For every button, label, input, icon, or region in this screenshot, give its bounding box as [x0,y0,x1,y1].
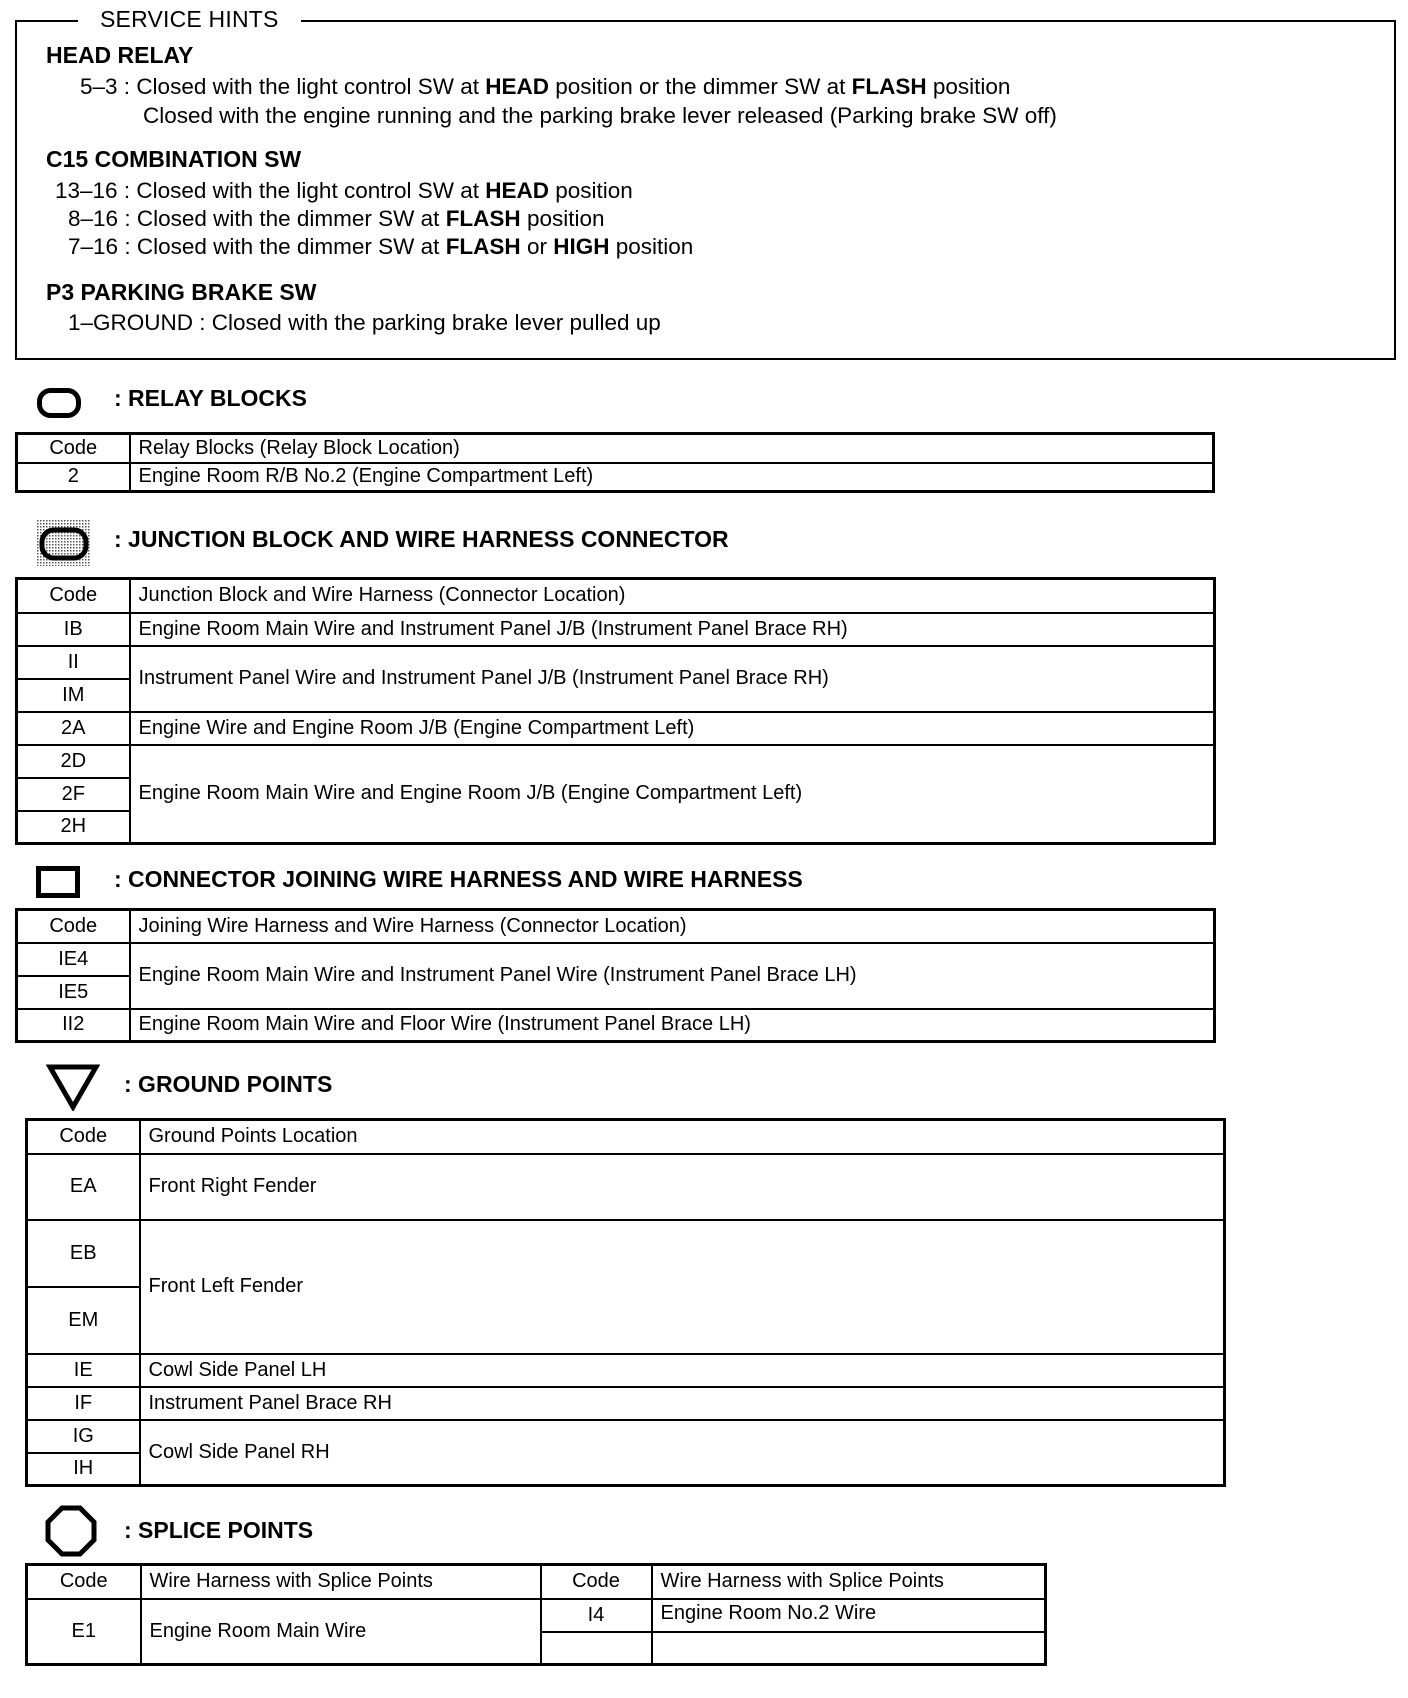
row-code: II2 [17,1009,130,1042]
row-code: E1 [27,1599,141,1665]
ground-points-heading: : GROUND POINTS [124,1071,333,1097]
header-code: Code [17,434,130,463]
table-header-row [27,1120,1225,1154]
row-code: 2D [17,745,130,778]
parking-brake-sw-heading: P3 PARKING BRAKE SW [46,279,317,305]
table-row [17,1009,1215,1042]
table-header-row [27,1565,1046,1599]
hint-bold: FLASH [445,206,521,231]
ground-symbol-icon [46,1063,100,1111]
hint-code: 13–16 [55,178,118,203]
table-row [27,1154,1225,1220]
row-desc: Engine Room No.2 Wire [652,1599,1046,1632]
head-relay-heading: HEAD RELAY [46,42,194,68]
empty-cell [541,1632,652,1665]
row-desc: Engine Room Main Wire [141,1599,541,1665]
row-code: II [17,646,130,679]
hint-text: or [520,234,554,259]
empty-cell [652,1632,1046,1665]
row-desc: Front Right Fender [140,1154,1225,1220]
header-desc: Junction Block and Wire Harness (Connector Location) [130,579,1215,613]
hint-text: position [926,74,1011,99]
connectors-heading: : CONNECTOR JOINING WIRE HARNESS AND WIRE HARNESS [114,866,803,892]
junction-block-symbol-icon [37,520,91,566]
row-code: 2F [17,778,130,811]
splice-point-symbol-icon [45,1505,97,1557]
row-code: IG [27,1420,140,1453]
hint-bold: HEAD [485,178,550,203]
row-code: EM [27,1287,140,1354]
splice-points-table [25,1563,1047,1666]
hint-code: 5–3 [80,74,118,99]
hint-sep: : [118,234,137,259]
table-row [27,1599,1046,1632]
header-code: Code [541,1565,652,1599]
table-row [27,1354,1225,1387]
table-row [17,463,1214,492]
combination-sw-line-1 [55,178,633,204]
hint-text: Closed with the light control SW at [136,178,486,203]
table-header-row [17,910,1215,943]
row-code: IE5 [17,976,130,1009]
row-code: IE [27,1354,140,1387]
hint-text: Closed with the dimmer SW at [136,234,446,259]
row-code: IF [27,1387,140,1420]
row-desc: Cowl Side Panel RH [140,1420,1225,1486]
combination-sw-line-2 [68,206,605,232]
row-desc: Instrument Panel Brace RH [140,1387,1225,1420]
header-desc: Joining Wire Harness and Wire Harness (Connector Location) [130,910,1215,943]
table-row [27,1220,1225,1287]
header-desc: Relay Blocks (Relay Block Location) [130,434,1214,463]
row-code: IB [17,613,130,646]
table-header-row [17,579,1215,613]
row-desc: Engine Room Main Wire and Instrument Panel Wire (Instrument Panel Brace LH) [130,943,1215,1009]
table-row [27,1387,1225,1420]
table-row [17,646,1215,679]
hint-code: 8–16 [68,206,119,231]
hint-text: position [520,206,605,231]
hint-sep: : [117,178,137,203]
row-desc: Engine Room Main Wire and Engine Room J/B (Engine Compartment Left) [130,745,1215,844]
head-relay-line-1 [80,74,1010,100]
relay-blocks-heading: : RELAY BLOCKS [114,385,307,411]
row-code: I4 [541,1599,652,1632]
relay-block-symbol-icon [37,388,81,418]
parking-brake-sw-line: 1–GROUND : Closed with the parking brake lever pulled up [68,310,661,335]
row-desc: Engine Room R/B No.2 (Engine Compartment Left) [130,463,1214,492]
hint-text: position [609,234,694,259]
row-code: 2A [17,712,130,745]
header-code: Code [27,1565,141,1599]
hint-text: Closed with the dimmer SW at [136,206,446,231]
row-code: 2 [17,463,130,492]
hint-bold: HIGH [553,234,610,259]
row-desc: Engine Room Main Wire and Floor Wire (Instrument Panel Brace LH) [130,1009,1215,1042]
row-code: EA [27,1154,140,1220]
relay-blocks-table [15,432,1215,493]
header-desc: Ground Points Location [140,1120,1225,1154]
table-header-row [17,434,1214,463]
row-desc: Instrument Panel Wire and Instrument Panel J/B (Instrument Panel Brace RH) [130,646,1215,712]
connectors-table [15,908,1216,1043]
hint-code: 7–16 [68,234,119,259]
row-desc: Cowl Side Panel LH [140,1354,1225,1387]
row-desc: Engine Room Main Wire and Instrument Panel J/B (Instrument Panel Brace RH) [130,613,1215,646]
combination-sw-heading: C15 COMBINATION SW [46,146,302,172]
junction-blocks-table [15,577,1216,845]
splice-points-heading: : SPLICE POINTS [124,1517,314,1543]
header-desc: Wire Harness with Splice Points [652,1565,1046,1599]
hint-text: position or the dimmer SW at [548,74,852,99]
table-row [27,1420,1225,1453]
service-hints-title: SERVICE HINTS [78,6,301,33]
combination-sw-line-3 [68,234,693,260]
header-code: Code [17,910,130,943]
table-row [17,943,1215,976]
header-code: Code [17,579,130,613]
hint-sep: : [117,74,137,99]
table-row [17,712,1215,745]
table-row [17,745,1215,778]
connector-symbol-icon [36,866,80,898]
row-code: IH [27,1453,140,1486]
row-code: IE4 [17,943,130,976]
hint-bold: FLASH [851,74,927,99]
hint-bold: FLASH [445,234,521,259]
row-code: IM [17,679,130,712]
hint-text: position [549,178,633,203]
header-desc: Wire Harness with Splice Points [141,1565,541,1599]
row-desc: Front Left Fender [140,1220,1225,1354]
junction-blocks-heading: : JUNCTION BLOCK AND WIRE HARNESS CONNECTOR [114,526,729,552]
ground-points-table [25,1118,1226,1487]
hint-text: Closed with the light control SW at [136,74,486,99]
table-row [17,613,1215,646]
hint-sep: : [118,206,137,231]
row-code: EB [27,1220,140,1287]
hint-bold: HEAD [485,74,549,99]
head-relay-line-2: Closed with the engine running and the parking brake lever released (Parking brake SW off) [143,103,1057,128]
header-code: Code [27,1120,140,1154]
row-code: 2H [17,811,130,844]
row-desc: Engine Wire and Engine Room J/B (Engine Compartment Left) [130,712,1215,745]
